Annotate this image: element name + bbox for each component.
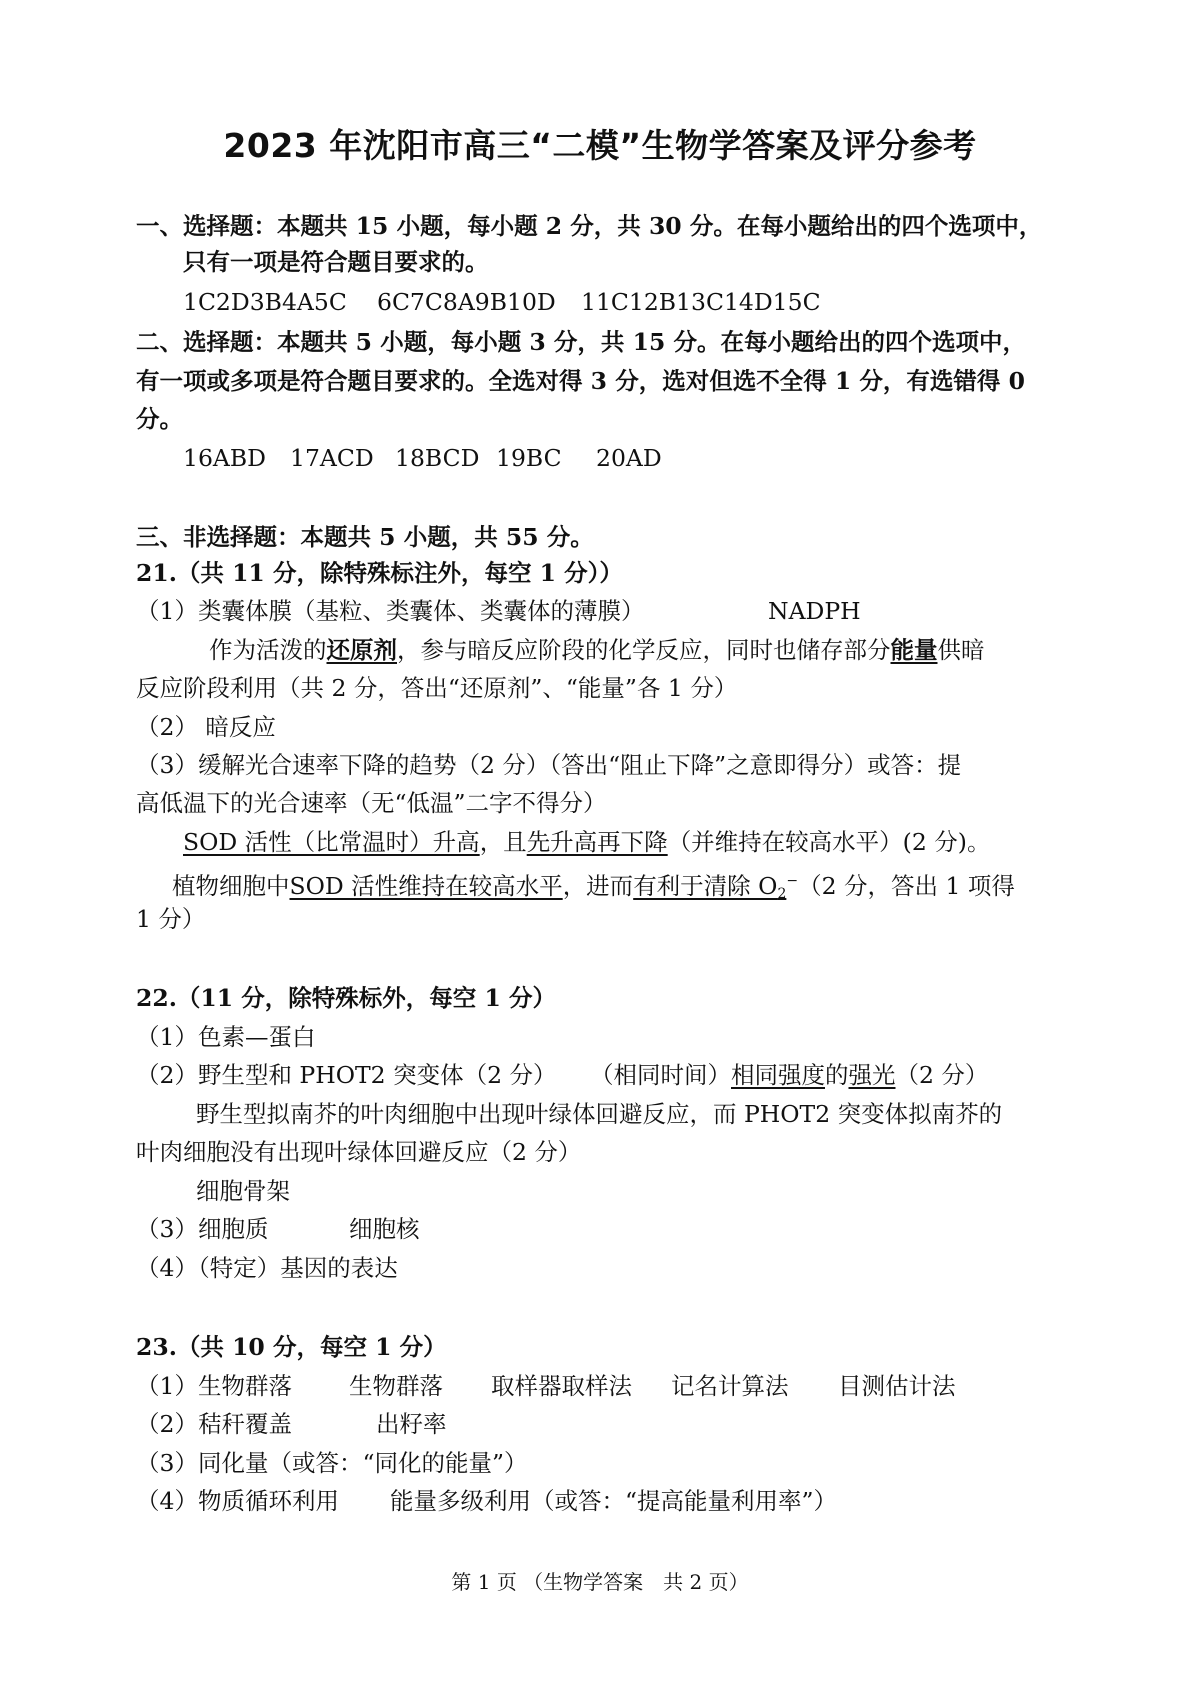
section1-answers-3: 11C12B13C14D15C — [581, 288, 821, 316]
q22-text: （2 分） — [895, 1061, 989, 1089]
q21-text: ，进而 — [562, 871, 634, 900]
q23-part1-answer-4: 记名计算法 — [671, 1372, 789, 1400]
q21-part3-plant-line — [172, 866, 1015, 909]
q23-part1-answer-5: 目测估计法 — [838, 1372, 956, 1400]
section2-answer-18: 18BCD — [395, 444, 480, 472]
q21-keyword-reductant: 还原剂 — [326, 636, 397, 664]
q21-text: 有利于清除 O — [633, 871, 778, 900]
q22-strong-light: 强光 — [848, 1061, 896, 1089]
q21-subscript: 2 — [777, 885, 787, 902]
q21-keyword-energy: 能量 — [890, 636, 938, 664]
q21-text: （2 分，答出 1 项得 — [798, 871, 1015, 900]
q21-part3-sod-line — [183, 827, 990, 857]
q22-part3-answer-a: （3）细胞质 — [136, 1215, 269, 1243]
q21-sod-high: SOD 活性维持在较高水平 — [289, 871, 563, 900]
q22-part2-cytoskeleton: 细胞骨架 — [196, 1177, 290, 1205]
section2-heading-line1: 二、选择题：本题共 5 小题，每小题 3 分，共 15 分。在每小题给出的四个选项中， — [136, 328, 1026, 356]
q23-part2-answer-b: 出籽率 — [376, 1410, 447, 1438]
q21-text: （并维持在较高水平）(2 分)。 — [667, 828, 991, 856]
q23-part1-answer-2: 生物群落 — [349, 1372, 443, 1400]
q22-part1-answer: （1）色素—蛋白 — [136, 1023, 316, 1051]
q21-part1-nadph: NADPH — [768, 597, 861, 625]
q22-part2-explanation-2: 叶肉细胞没有出现叶绿体回避反应（2 分） — [136, 1138, 582, 1166]
q21-part3-line1: （3）缓解光合速率下降的趋势（2 分）（答出“阻止下降”之意即得分）或答：提 — [136, 751, 962, 779]
page-footer: 第 1 页 （生物学答案 共 2 页） — [451, 1570, 749, 1594]
section2-answer-16: 16ABD — [183, 444, 266, 472]
q21-part3-scoring-end: 1 分） — [136, 905, 206, 933]
section2-heading-line2: 有一项或多项是符合题目要求的。全选对得 3 分，选对但选不全得 1 分，有选错得 0 — [136, 367, 1025, 395]
q23-part4-answer-a: （4）物质循环利用 — [136, 1487, 339, 1515]
q22-part2-answer-b — [590, 1060, 988, 1090]
q23-part2-answer-a: （2）秸秆覆盖 — [136, 1410, 292, 1438]
section2-answer-20: 20AD — [596, 444, 662, 472]
q21-part1-answer: （1）类囊体膜（基粒、类囊体、类囊体的薄膜） — [136, 597, 645, 625]
q21-superscript: − — [786, 873, 799, 889]
q22-heading: 22.（11 分，除特殊标外，每空 1 分） — [136, 984, 556, 1012]
q21-text: 供暗 — [937, 636, 985, 664]
q21-text: 作为活泼的 — [209, 636, 327, 664]
q22-part3-answer-b: 细胞核 — [349, 1215, 420, 1243]
section2-answer-19: 19BC — [496, 444, 562, 472]
q21-part1-scoring: 反应阶段利用（共 2 分，答出“还原剂”、“能量”各 1 分） — [136, 674, 738, 702]
section2-heading-line3: 分。 — [136, 405, 183, 433]
q23-heading: 23.（共 10 分，每空 1 分） — [136, 1333, 447, 1361]
q22-part4-answer: （4）（特定）基因的表达 — [136, 1254, 398, 1282]
section1-answers-2: 6C7C8A9B10D — [377, 288, 556, 316]
section1-answers-1: 1C2D3B4A5C — [183, 288, 347, 316]
q22-text: 的 — [825, 1061, 849, 1089]
q23-part3-answer: （3）同化量（或答：“同化的能量”） — [136, 1449, 528, 1477]
q21-text: ，且 — [479, 828, 527, 856]
q21-clear-superoxide — [633, 872, 786, 900]
q21-part3-line2: 高低温下的光合速率（无“低温”二字不得分） — [136, 789, 607, 817]
q21-text: 植物细胞中 — [172, 871, 290, 900]
q22-same-intensity: 相同强度 — [731, 1061, 825, 1089]
section1-heading-line1: 一、选择题：本题共 15 小题，每小题 2 分，共 30 分。在每小题给出的四个选项中， — [136, 212, 1043, 240]
q21-text: ，参与暗反应阶段的化学反应，同时也储存部分 — [397, 636, 891, 664]
q23-part4-answer-b: 能量多级利用（或答：“提高能量利用率”） — [390, 1487, 838, 1515]
q22-part2-explanation-1: 野生型拟南芥的叶肉细胞中出现叶绿体回避反应，而 PHOT2 突变体拟南芥的 — [196, 1100, 1003, 1128]
q21-part1-explanation — [209, 635, 985, 665]
q23-part1-answer-1: （1）生物群落 — [136, 1372, 292, 1400]
q22-part2-answer-a: （2）野生型和 PHOT2 突变体（2 分） — [136, 1061, 557, 1089]
q21-rise-then-fall: 先升高再下降 — [526, 828, 668, 856]
section3-heading: 三、非选择题：本题共 5 小题，共 55 分。 — [136, 523, 594, 551]
q21-part2-answer: （2） 暗反应 — [136, 713, 276, 741]
q22-text: （相同时间） — [590, 1061, 731, 1089]
section1-heading-line2: 只有一项是符合题目要求的。 — [183, 248, 489, 276]
q21-heading: 21.（共 11 分，除特殊标注外，每空 1 分）） — [136, 559, 623, 587]
page-title: 2023 年沈阳市高三“二模”生物学答案及评分参考 — [223, 126, 977, 165]
q23-part1-answer-3: 取样器取样法 — [491, 1372, 632, 1400]
section2-answer-17: 17ACD — [290, 444, 374, 472]
q21-sod-rise: SOD 活性（比常温时）升高 — [183, 828, 480, 856]
